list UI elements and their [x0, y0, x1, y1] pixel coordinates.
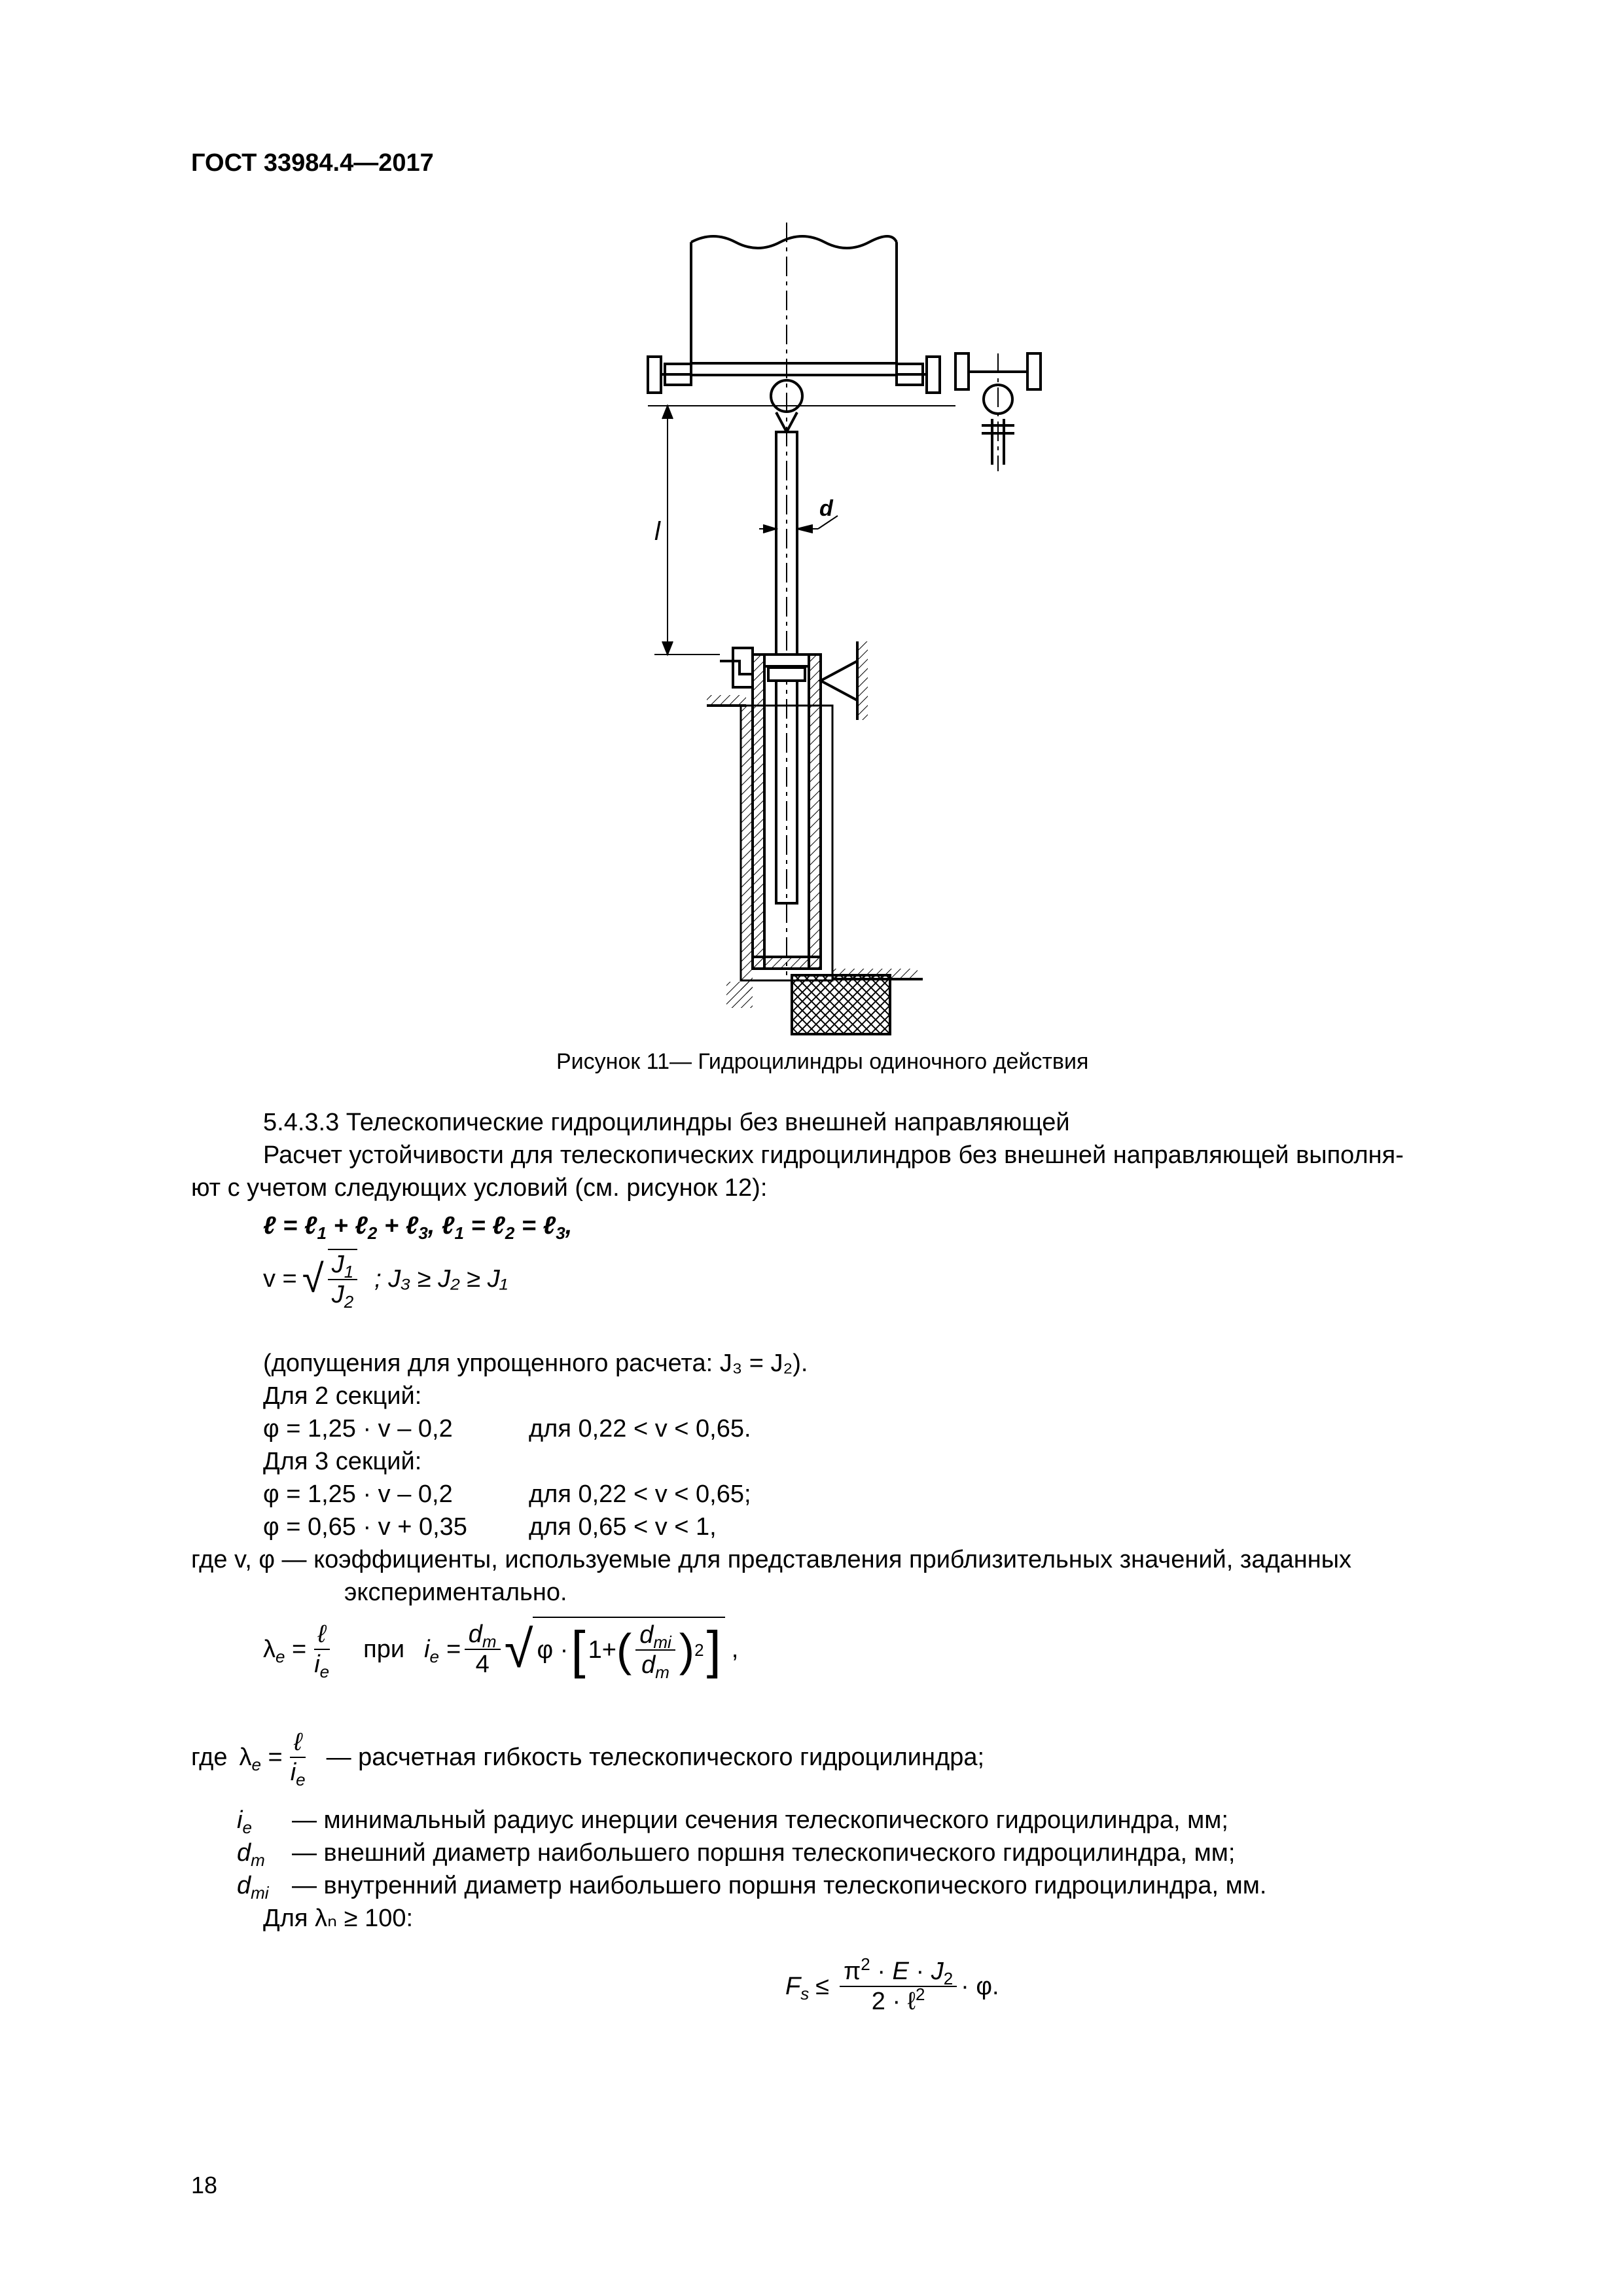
phi-2-expr: φ = 1,25 · v – 0,2: [263, 1415, 453, 1443]
symbol-dmi: $d_{mi}$: [237, 1872, 269, 1903]
where-lambda: где $\lambda_e$ = $\frac{\text{ℓ}}{i_e}$ — расчетная гибкость телескопического гидроцилиндра;: [191, 1729, 985, 1789]
lambda-condition: Для λₙ ≥ 100:: [263, 1905, 414, 1932]
formula-v-label: v =: [263, 1265, 297, 1293]
formula-lambda-e: $\lambda_e$ = $\frac{\text{ℓ}}{i_e}$ при $i_e$ = $\frac{d_m}{4}$ √ φ · [ 1+ ( $\frac{d_{mi}}{d_m}$ ) 2 ] ,: [263, 1617, 738, 1682]
dimension-label-l: l: [654, 517, 660, 546]
pri-word: при: [363, 1636, 405, 1663]
formula-length-sum: ℓ = ℓ$_1$ + ℓ$_2$ + ℓ$_3$, ℓ$_1$ = ℓ$_2$ = ℓ$_3$,: [263, 1212, 573, 1243]
phi-3a-range: для 0,22 < v < 0,65;: [529, 1480, 751, 1508]
phi-2-range: для 0,22 < v < 0,65.: [529, 1415, 751, 1443]
three-sections-label: Для 3 секций:: [263, 1448, 422, 1475]
def-dm: — внешний диаметр наибольшего поршня телескопического гидроцилиндра, мм;: [292, 1839, 1236, 1867]
intro-line-2: ют с учетом следующих условий (см. рисунок 12):: [191, 1174, 768, 1202]
symbol-dm: $d_m$: [237, 1839, 265, 1870]
phi-3a-expr: φ = 1,25 · v – 0,2: [263, 1480, 453, 1508]
formula-j-condition: ; J₃ ≥ J₂ ≥ J₁: [374, 1265, 508, 1293]
two-sections-label: Для 2 секций:: [263, 1382, 422, 1410]
where-lambda-prefix: где: [191, 1744, 228, 1771]
intro-line-1: Расчет устойчивости для телескопических гидроцилиндров без внешней направляющей выполня-: [263, 1141, 1404, 1169]
assumption-note: (допущения для упрощенного расчета: J₃ = J₂).: [263, 1350, 808, 1377]
phi-3b-range: для 0,65 < v < 1,: [529, 1513, 717, 1541]
document-header: ГОСТ 33984.4—2017: [191, 149, 434, 177]
formula-v: v = √ $\frac{J_1}{J_2}$ ; J₃ ≥ J₂ ≥ J₁: [263, 1249, 508, 1309]
symbol-ie: $i_e$: [237, 1806, 252, 1837]
phi-3b-expr: φ = 0,65 · v + 0,35: [263, 1513, 467, 1541]
section-title: 5.4.3.3 Телескопические гидроцилиндры без внешней направляющей: [263, 1109, 1070, 1136]
formula-fs: $F_s$ ≤ $\frac{\pi^2 \cdot E \cdot J_2}{2 \cdot \ell^2}$ · φ.: [785, 1954, 999, 2015]
def-dmi: — внутренний диаметр наибольшего поршня телескопического гидроцилиндра, мм.: [292, 1872, 1267, 1899]
where-lambda-desc: — расчетная гибкость телескопического гидроцилиндра;: [326, 1744, 985, 1771]
dimension-label-d: d: [819, 496, 833, 521]
where-coeff-line-2: экспериментально.: [344, 1579, 567, 1606]
where-coeff-line-1: где v, φ — коэффициенты, используемые для представления приблизительных значений, заданных: [191, 1546, 1352, 1573]
def-ie: — минимальный радиус инерции сечения телескопического гидроцилиндра, мм;: [292, 1806, 1228, 1834]
page-number: 18: [191, 2172, 218, 2198]
figure-caption: Рисунок 11— Гидроцилиндры одиночного действия: [556, 1049, 1089, 1074]
figure-11-drawing: [628, 223, 1086, 1041]
